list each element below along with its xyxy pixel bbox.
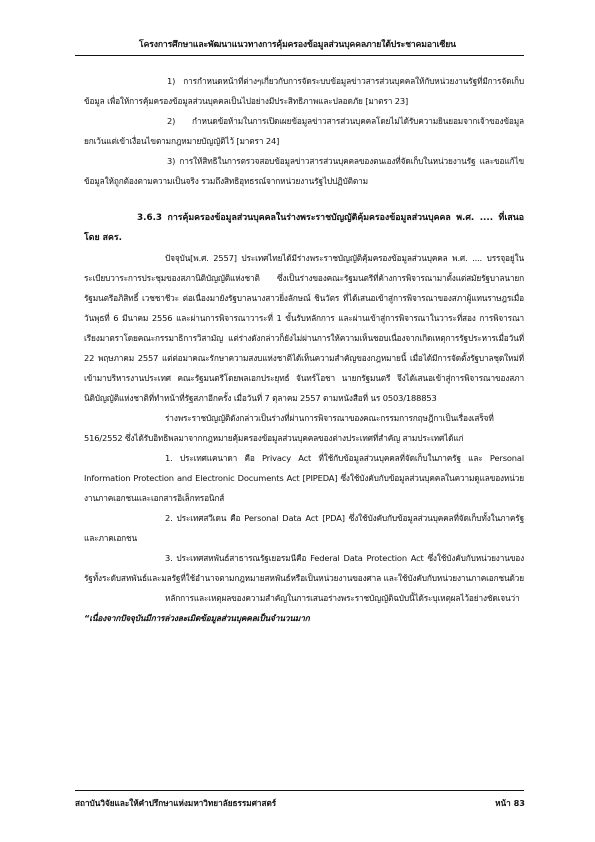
country-item-canada: 1. ประเทศแคนาดา คือ Privacy Act ที่ใช้กับข้อมูลส่วนบุคคลที่จัดเก็บในภาครัฐ และ Personal Information Protection and Electronic Documents Act [PIPEDA] ซึ่งใช้บังคับกับข้อมูลส่วนบุคคลในความดูแลของหน่วยงานภาคเอกชนและเอกสารอิเล็กทรอนิกส์ — [84, 453, 524, 503]
body-paragraph-continued — [84, 588, 524, 628]
quoted-reason: “เนื่องจากปัจจุบันมีการล่วงละเมิดข้อมูลส่วนบุคคลเป็นจำนวนมาก — [84, 613, 310, 623]
list-item-3: 3) การให้สิทธิในการตรวจสอบข้อมูลข่าวสารส่วนบุคคลของตนเองที่จัดเก็บในหน่วยงานรัฐ และขอแก้ไขข้อมูลให้ถูกต้องตามความเป็นจริง รวมถึงสิทธิอุทธรณ์จากหน่วยงานรัฐไปปฏิบัติตาม — [84, 156, 524, 186]
paragraph-text: หลักการและเหตุผลของความสำคัญในการเสนอร่างพระราชบัญญัติฉบับนี้ได้ระบุเหตุผลไว้อย่างชัดเจนว่า — [165, 593, 520, 603]
body-paragraph: ปัจจุบัน[พ.ศ. 2557] ประเทศไทยได้มีร่างพระราชบัญญัติคุ้มครองข้อมูลส่วนบุคคล พ.ศ. .... บรรจุอยู่ในระเบียบวาระการประชุมของสภานิติบัญญัติแห่งชาติ ซึ่งเป็นร่างของคณะรัฐมนตรีที่ค้างการพิจารณามาตั้งแต่สมัยรัฐบาลนายกรัฐมนตรีอภิสิทธิ์ เวชชาชีวะ ต่อเนื่องมายังรัฐบาลนางสาวยิ่งลักษณ์ ชินวัตร ที่ได้เสนอเข้าสู่การพิจารณาของสภาผู้แทนราษฎรเมื่อวันพุธที่ 6 มีนาคม 2556 และผ่านการพิจารณาวาระที่ 1 ขั้นรับหลักการ และผ่านเข้าสู่การพิจารณาในวาระที่สอง การพิจารณาเรียงมาตราโดยคณะกรรมาธิการวิสามัญ แต่ร่างดังกล่าวก็ยังไม่ผ่านการให้ความเห็นชอบเนื่องจากเกิดเหตุการรัฐประหารเมื่อวันที่ 22 พฤษภาคม 2557 แต่ต่อมาคณะรักษาความสงบแห่งชาติได้เห็นความสำคัญของกฎหมายนี้ เมื่อได้มีการจัดตั้งรัฐบาลชุดใหม่ที่เข้ามาบริหารงานประเทศ คณะรัฐมนตรีโดยพลเอกประยุทธ์ จันทร์โอชา นายกรัฐมนตรี จึงได้เสนอเข้าสู่การพิจารณาของสภานิติบัญญัติแห่งชาติที่ทำหน้าที่รัฐสภาอีกครั้ง เมื่อวันที่ 7 ตุลาคม 2557 ตามหนังสือที่ นร 0503/188853 — [84, 253, 524, 403]
list-item-1: 1) การกำหนดหน้าที่ต่างๆเกี่ยวกับการจัดระบบข้อมูลข่าวสารส่วนบุคคลให้กับหน่วยงานรัฐที่มีการจัดเก็บข้อมูล เพื่อให้การคุ้มครองข้อมูลส่วนบุคคลเป็นไปอย่างมีประสิทธิภาพและปลอดภัย [มาตรา 23] — [84, 76, 524, 106]
header-rule — [75, 55, 524, 56]
country-item-germany: 3. ประเทศสหพันธ์สาธารณรัฐเยอรมนีคือ Federal Data Protection Act ซึ่งใช้บังคับกับหน่วยงานของรัฐทั้งระดับสหพันธ์และมลรัฐที่ใช้อำนาจตามกฎหมายสหพันธ์หรือเป็นหน่วยงานของศาล และใช้บังคับกับหน่วยงานภาคเอกชนด้วย — [84, 553, 524, 583]
running-header: โครงการศึกษาและพัฒนาแนวทางการคุ้มครองข้อมูลส่วนบุคคลภายใต้ประชาคมอาเซียน — [139, 40, 456, 50]
body-paragraph: ร่างพระราชบัญญัติดังกล่าวเป็นร่างที่ผ่านการพิจารณาของคณะกรรมการกฤษฎีกาเป็นเรื่องเสร็จที่ 516/2552 ซึ่งได้รับอิทธิพลมาจากกฎหมายคุ้มครองข้อมูลส่วนบุคคลของต่างประเทศที่สำคัญ สามประเทศได้แก่ — [84, 413, 494, 443]
page-body — [84, 71, 524, 628]
page-number: หน้า 83 — [495, 798, 525, 808]
footer-rule — [75, 790, 524, 791]
section-heading: 3.6.3 การคุ้มครองข้อมูลส่วนบุคคลในร่างพระราชบัญญัติคุ้มครองข้อมูลส่วนบุคคล พ.ศ. .... ที่เสนอโดย สคร. — [84, 213, 524, 243]
footer-institution: สถาบันวิจัยและให้คำปรึกษาแห่งมหาวิทยาลัยธรรมศาสตร์ — [75, 798, 277, 808]
country-item-sweden: 2. ประเทศสวีเดน คือ Personal Data Act [PDA] ซึ่งใช้บังคับกับข้อมูลส่วนบุคคลที่จัดเก็บทั้งในภาครัฐและภาคเอกชน — [84, 513, 524, 543]
list-item-2: 2) กำหนดข้อห้ามในการเปิดเผยข้อมูลข่าวสารส่วนบุคคลโดยไม่ได้รับความยินยอมจากเจ้าของข้อมูล ยกเว้นแต่เข้าเงื่อนไขตามกฎหมายบัญญัติไว้ [มาตรา 24] — [84, 116, 524, 146]
